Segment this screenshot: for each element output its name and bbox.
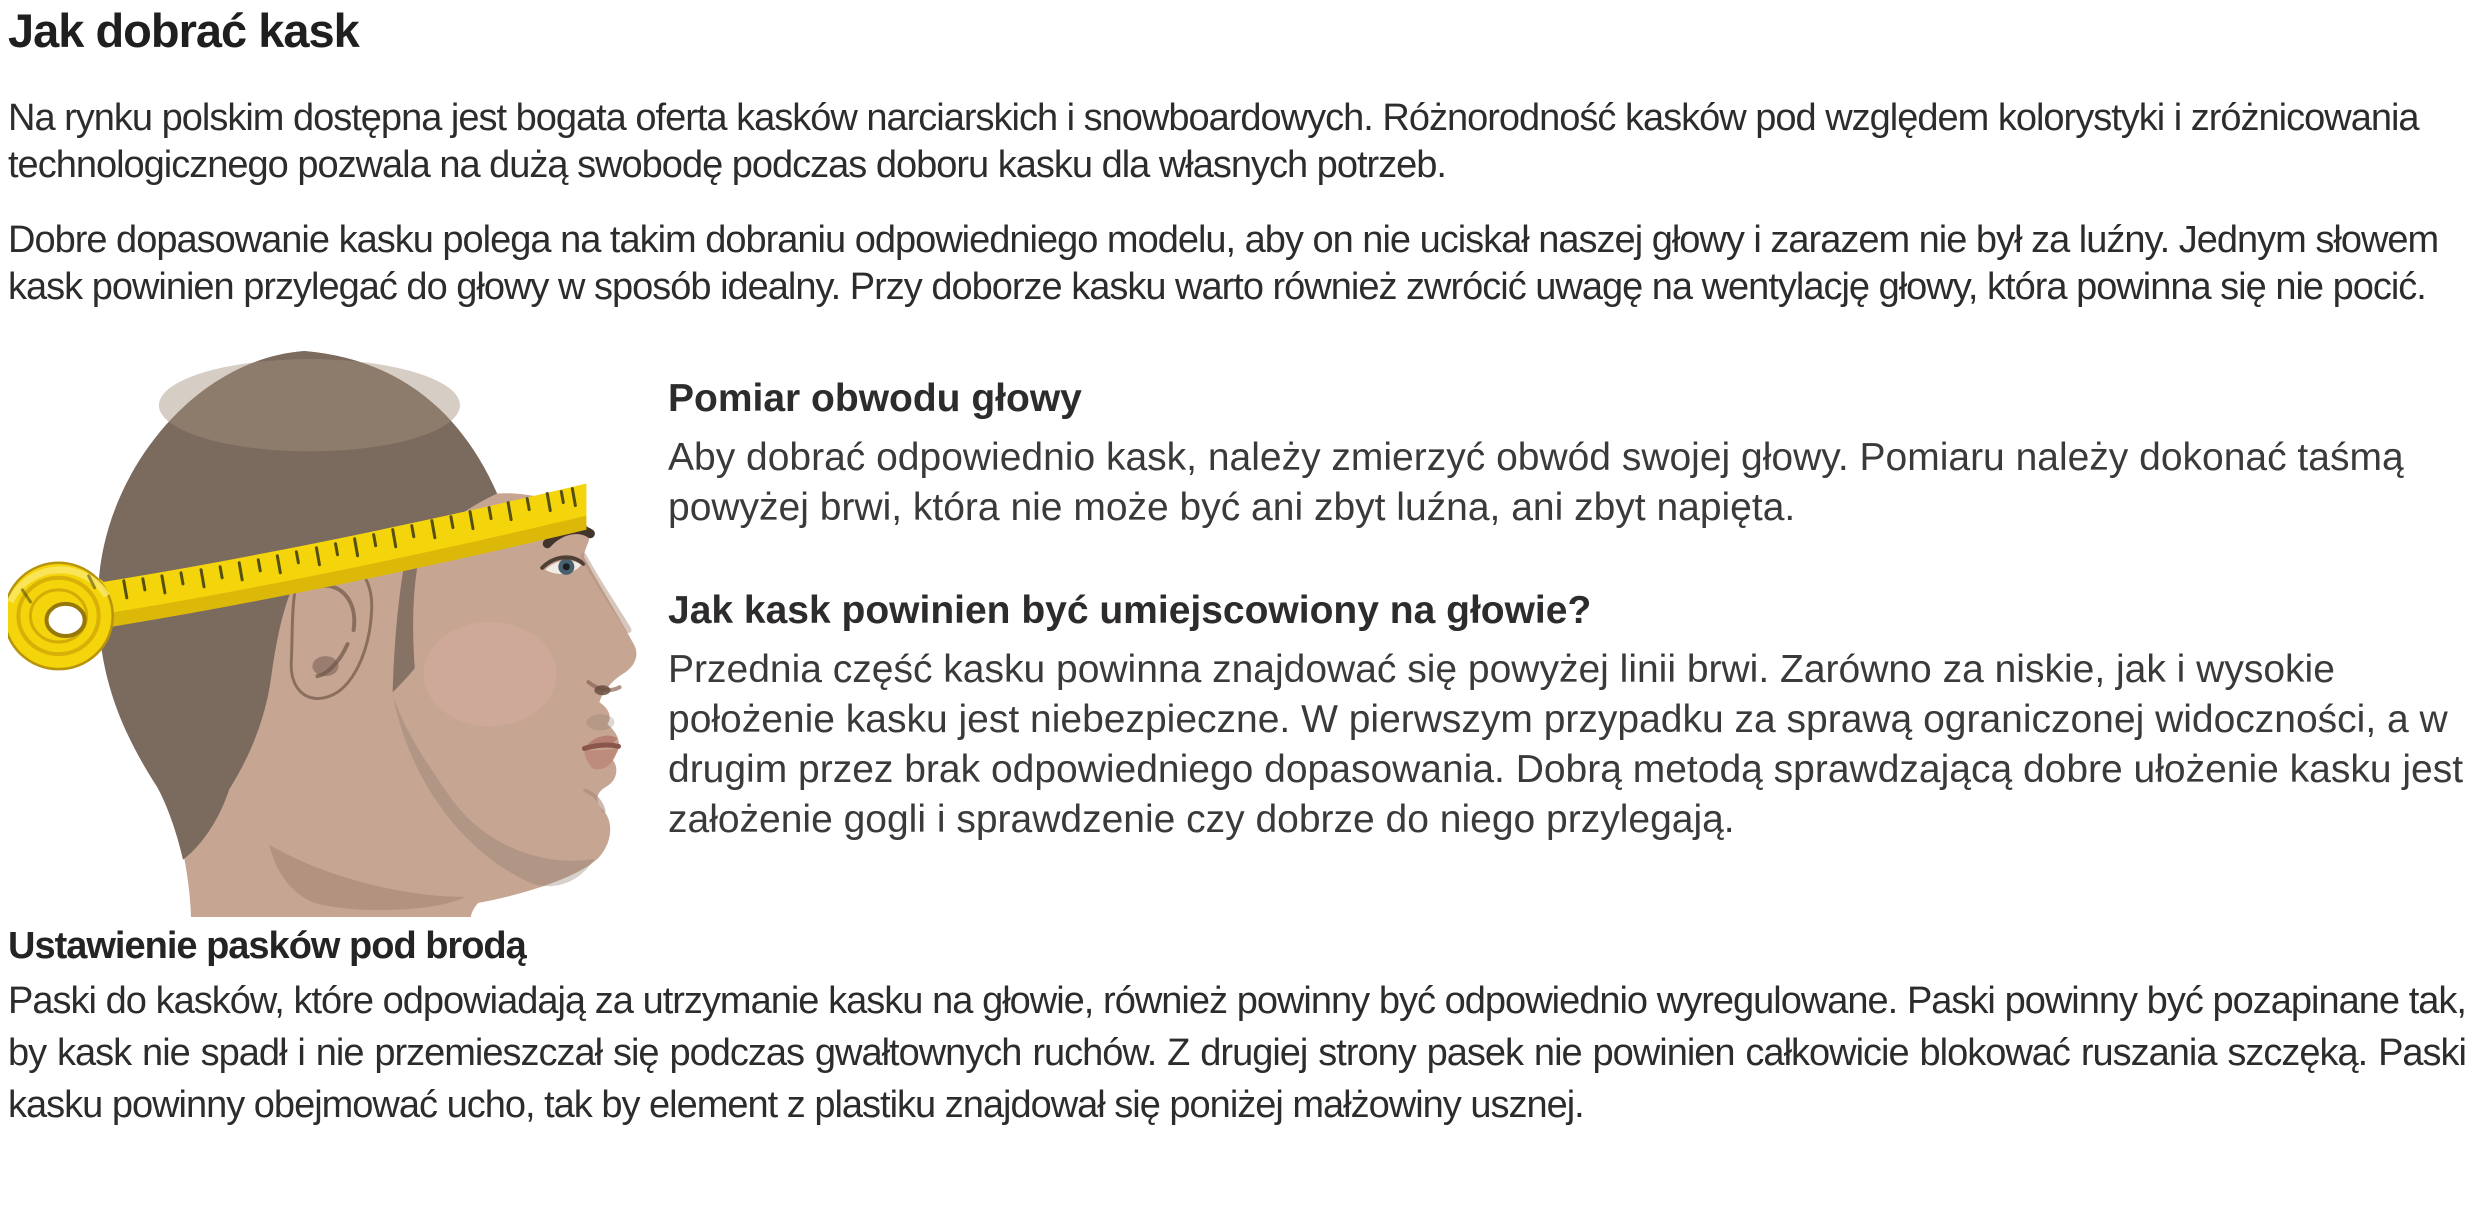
section-measure-heading: Pomiar obwodu głowy xyxy=(668,376,1082,420)
section-straps-body: Paski do kasków, które odpowiadają za utrzymanie kasku na głowie, również powinny być odpowiednio wyregulowane. Paski powinny być pozapinane tak, by kask nie spadł i nie przemieszczał się podczas gwałtownych ruchów. Z drugiej strony pasek nie powinien całkowicie blokować ruszania szczęką. Paski kasku powinny obejmować ucho, tak by element z plastiku znajdował się poniżej małżowiny usznej. xyxy=(8,979,2466,1126)
article-page xyxy=(0,6,2477,1232)
head-measurement-image xyxy=(8,343,656,917)
hair-highlight xyxy=(159,359,460,451)
right-column xyxy=(668,343,2468,917)
section-position-heading: Jak kask powinien być umiejscowiony na głowie? xyxy=(668,588,1592,632)
media-row xyxy=(8,343,2469,917)
page-title: Jak dobrać kask xyxy=(8,4,359,57)
section-position-body: Przednia część kasku powinna znajdować się powyżej linii brwi. Zarówno za niskie, jak i wysokie położenie kasku jest niebezpieczne. W pierwszym przypadku za sprawą ograniczonej widoczności, a w drugim przez brak odpowiedniego dopasowania. Dobrą metodą sprawdzającą dobre ułożenie kasku jest założenie gogli i sprawdzenie czy dobrze do niego przylegają. xyxy=(668,647,2464,841)
cheek-highlight xyxy=(424,622,556,726)
section-measure-body: Aby dobrać odpowiednio kask, należy zmierzyć obwód swojej głowy. Pomiaru należy dokonać taśmą powyżej brwi, która nie może być ani zbyt luźna, ani zbyt napięta. xyxy=(668,435,2404,529)
head-illustration xyxy=(98,351,636,917)
section-straps-heading: Ustawienie pasków pod brodą xyxy=(8,924,526,967)
straps-section xyxy=(8,923,2469,1131)
head-figure xyxy=(8,343,656,917)
measuring-tape-coil xyxy=(8,563,113,669)
coil-hole xyxy=(47,604,85,636)
intro-paragraph-2: Dobre dopasowanie kasku polega na takim dobraniu odpowiedniego modelu, aby on nie uciskał naszej głowy i zarazem nie był za luźny. Jednym słowem kask powinien przylegać do głowy w sposób idealny. Przy doborze kasku warto również zwrócić uwagę na wentylację głowy, która powinna się nie pocić. xyxy=(8,218,2439,308)
intro-paragraph-1: Na rynku polskim dostępna jest bogata oferta kasków narciarskich i snowboardowych. Różnorodność kasków pod względem kolorystyki i zróżnicowania technologicznego pozwala na dużą swobodę podczas doboru kasku dla własnych potrzeb. xyxy=(8,96,2419,186)
upper-lip-shadow xyxy=(586,714,614,730)
